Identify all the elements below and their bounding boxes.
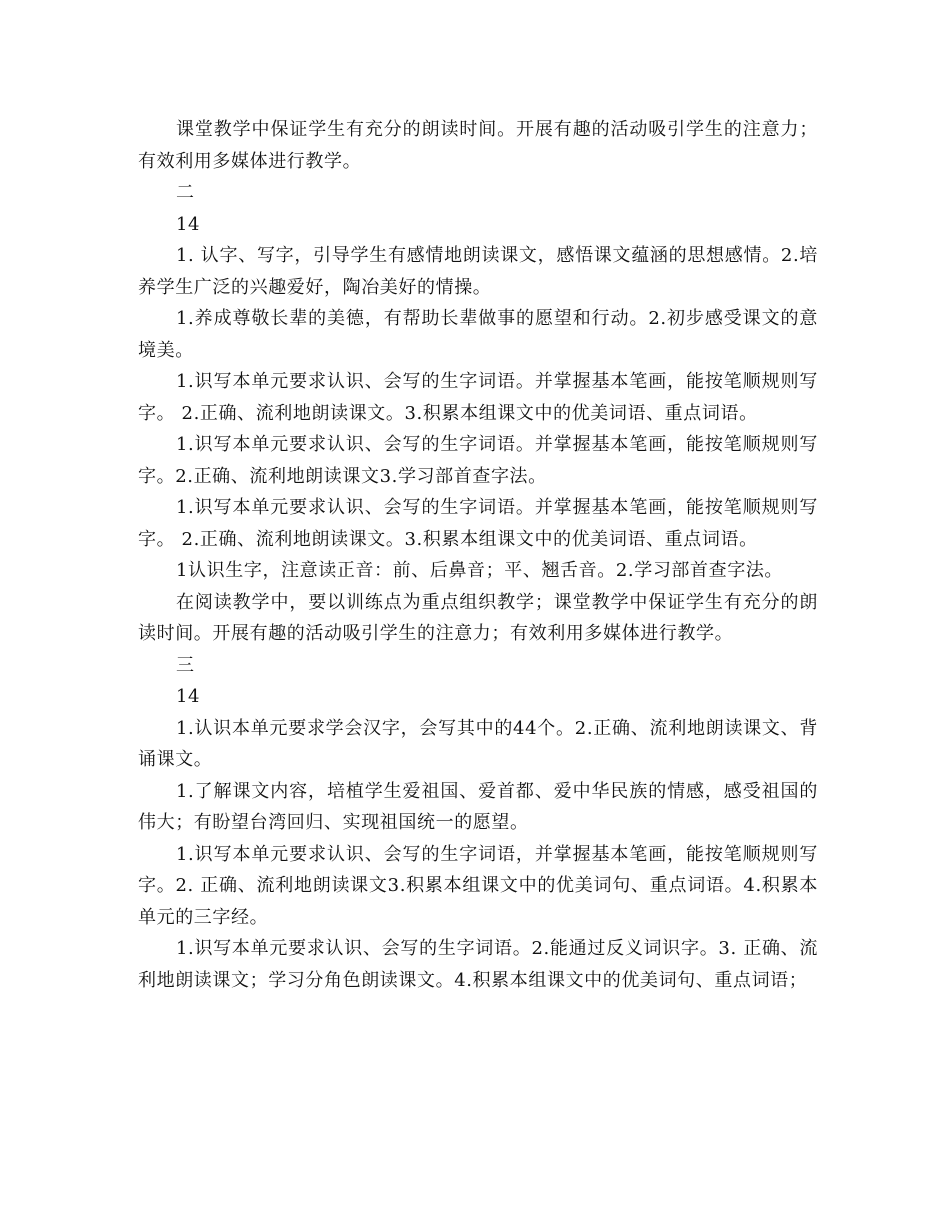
paragraph-unit-three-emotion: 1.了解课文内容，培植学生爱祖国、爱首都、爱中华民族的情感，感受祖国的伟大；有盼望台湾回归、实现祖国统一的愿望。 — [138, 780, 818, 833]
paragraph-teaching-method: 课堂教学中保证学生有充分的朗读时间。开展有趣的活动吸引学生的注意力；有效利用多媒体进行教学。 — [138, 119, 818, 172]
document-body — [138, 114, 818, 996]
paragraph-unit-three-lesson-b: 1.识写本单元要求认识、会写的生字词语。2.能通过反义词识字。3. 正确、流利地朗读课文；学习分角色朗读课文。4.积累本组课文中的优美词句、重点词语； — [138, 938, 818, 991]
unit-number-two: 二 — [176, 182, 195, 203]
paragraph-unit-two-emotion: 1.养成尊敬长辈的美德，有帮助长辈做事的愿望和行动。2.初步感受课文的意境美。 — [138, 308, 818, 361]
paragraph-unit-three-lesson-a: 1.识写本单元要求认识、会写的生字词语，并掌握基本笔画，能按笔顺规则写字。2. 正确、流利地朗读课文3.积累本组课文中的优美词句、重点词语。4.积累本单元的三字经。 — [138, 843, 818, 928]
paragraph-lesson-goals-b: 1.识写本单元要求认识、会写的生字词语。并掌握基本笔画，能按笔顺规则写字。2.正确、流利地朗读课文3.学习部首查字法。 — [138, 434, 818, 487]
paragraph-reading-teaching: 在阅读教学中，要以训练点为重点组织教学；课堂教学中保证学生有充分的朗读时间。开展有趣的活动吸引学生的注意力；有效利用多媒体进行教学。 — [138, 591, 818, 644]
paragraph-pronunciation: 1认识生字，注意读正音：前、后鼻音；平、翘舌音。2.学习部首查字法。 — [176, 560, 784, 581]
paragraph-lesson-goals-c: 1.识写本单元要求认识、会写的生字词语。并掌握基本笔画，能按笔顺规则写字。 2.正确、流利地朗读课文。3.积累本组课文中的优美词语、重点词语。 — [138, 497, 818, 550]
unit-three-hours: 14 — [176, 686, 201, 707]
unit-number-three: 三 — [176, 654, 195, 676]
paragraph-lesson-goals-a: 1.识写本单元要求认识、会写的生字词语。并掌握基本笔画，能按笔顺规则写字。 2.正确、流利地朗读课文。3.积累本组课文中的优美词语、重点词语。 — [138, 371, 818, 424]
paragraph-unit-two-goals: 1. 认字、写字，引导学生有感情地朗读课文，感悟课文蕴涵的思想感情。2.培养学生广泛的兴趣爱好，陶冶美好的情操。 — [138, 245, 818, 298]
unit-two-hours: 14 — [176, 213, 201, 235]
paragraph-unit-three-goals: 1.认识本单元要求学会汉字，会写其中的44个。2.正确、流利地朗读课文、背诵课文。 — [138, 717, 818, 770]
